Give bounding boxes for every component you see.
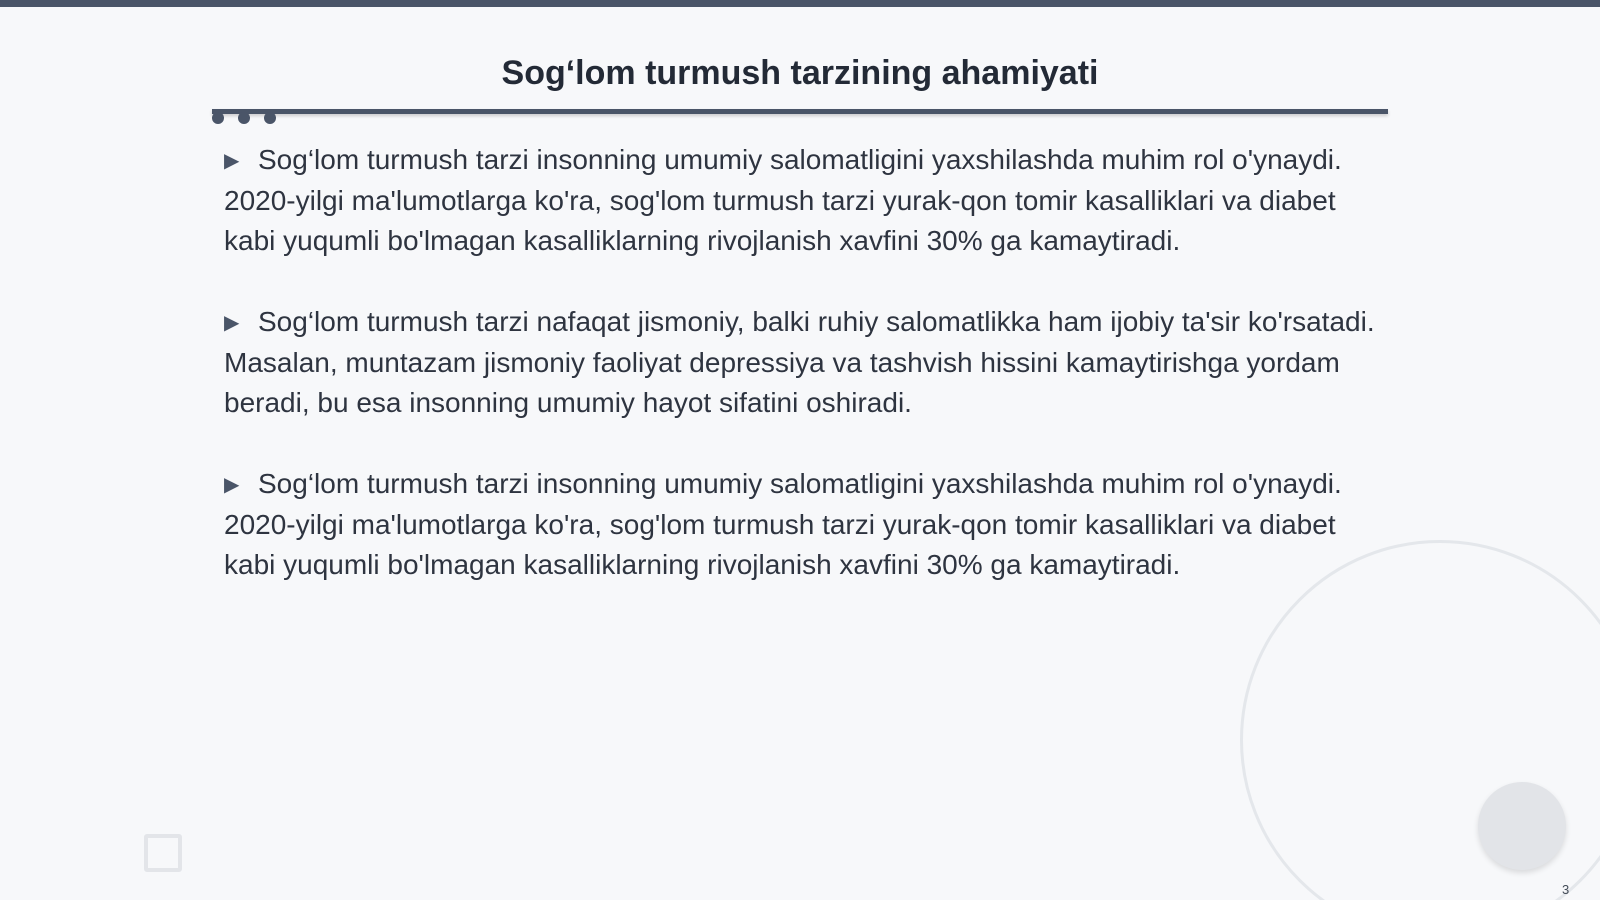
decorative-square xyxy=(144,834,182,872)
bullet-item xyxy=(224,140,1384,261)
slide-title: Sog‘lom turmush tarzining ahamiyati xyxy=(501,54,1099,92)
bullet-text: Sog‘lom turmush tarzi nafaqat jismoniy, balki ruhiy salomatlikka ham ijobiy ta'sir ko'rsatadi. Masalan, muntazam jismoniy faoliyat depressiya va tashvish hissini kamaytirishga yordam beradi, bu esa insonning umumiy hayot sifatini oshiradi. xyxy=(224,306,1375,418)
bullet-arrow-icon: ▶ xyxy=(224,150,240,172)
top-accent-bar xyxy=(0,0,1600,7)
decorative-dot xyxy=(238,112,250,124)
bullet-item xyxy=(224,464,1384,585)
decorative-dot xyxy=(264,112,276,124)
slide-number: 3 xyxy=(1562,882,1570,897)
bullet-arrow-icon: ▶ xyxy=(224,312,240,334)
bullet-text: Sog‘lom turmush tarzi insonning umumiy salomatligini yaxshilashda muhim rol o'ynaydi. 2020-yilgi ma'lumotlarga ko'ra, sog'lom turmush tarzi yurak-qon tomir kasalliklari va diabet kabi yuqumli bo'lmagan kasalliklarning rivojlanish xavfini 30% ga kamaytiradi. xyxy=(224,144,1342,256)
decorative-dot xyxy=(212,112,224,124)
bullet-text: Sog‘lom turmush tarzi insonning umumiy salomatligini yaxshilashda muhim rol o'ynaydi. 2020-yilgi ma'lumotlarga ko'ra, sog'lom turmush tarzi yurak-qon tomir kasalliklari va diabet kabi yuqumli bo'lmagan kasalliklarning rivojlanish xavfini 30% ga kamaytiradi. xyxy=(224,468,1342,580)
bullet-list xyxy=(224,140,1384,626)
bullet-item xyxy=(224,302,1384,423)
bullet-arrow-icon: ▶ xyxy=(224,474,240,496)
title-underline xyxy=(212,109,1388,114)
decorative-circle-filled xyxy=(1478,782,1566,870)
